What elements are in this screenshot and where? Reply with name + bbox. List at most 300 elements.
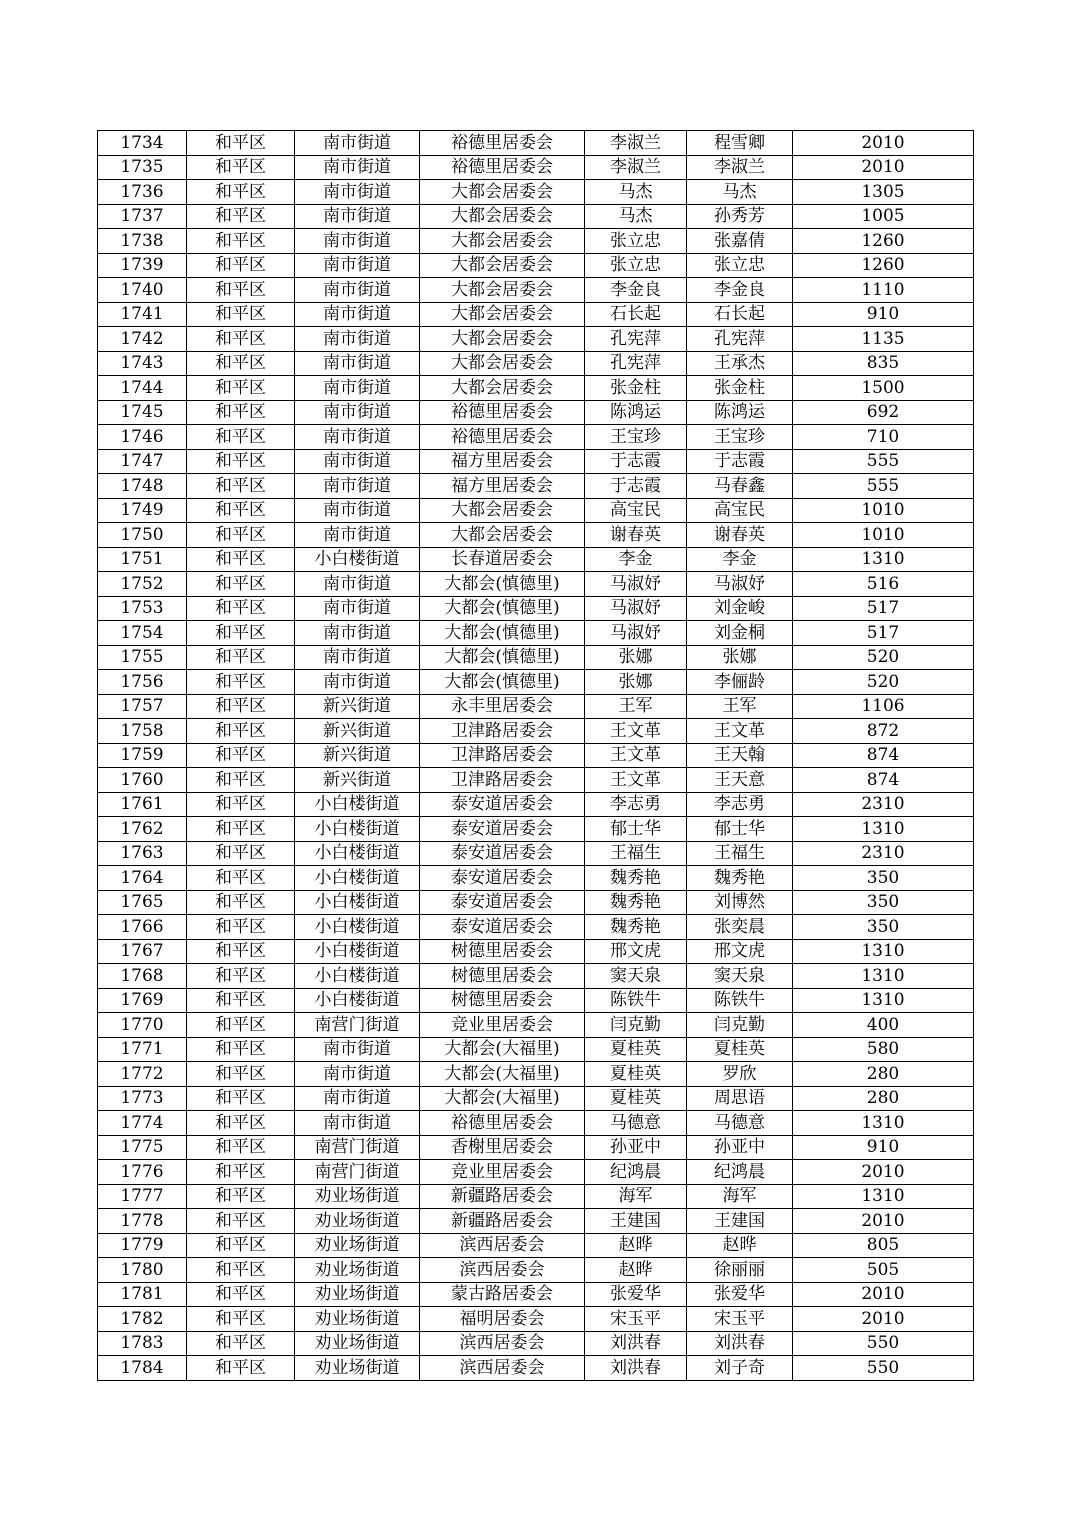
amount-cell: 517 [793, 596, 974, 621]
table-row [98, 572, 974, 597]
applicant-cell: 李志勇 [585, 792, 687, 817]
amount-cell: 1260 [793, 229, 974, 254]
street-cell: 南市街道 [295, 1062, 420, 1087]
applicant-cell: 张金柱 [585, 376, 687, 401]
street-cell: 南市街道 [295, 180, 420, 205]
applicant-cell: 李金良 [585, 278, 687, 303]
member-cell: 王承杰 [687, 351, 793, 376]
amount-cell: 1010 [793, 523, 974, 548]
amount-cell: 505 [793, 1258, 974, 1283]
district-cell: 和平区 [187, 1135, 295, 1160]
street-cell: 南市街道 [295, 1111, 420, 1136]
row-number-cell: 1754 [98, 621, 187, 646]
member-cell: 闫克勤 [687, 1013, 793, 1038]
table-row [98, 1086, 974, 1111]
street-cell: 南市街道 [295, 474, 420, 499]
table-row [98, 376, 974, 401]
street-cell: 新兴街道 [295, 694, 420, 719]
table-row [98, 131, 974, 156]
table-row [98, 1282, 974, 1307]
member-cell: 刘洪春 [687, 1331, 793, 1356]
row-number-cell: 1736 [98, 180, 187, 205]
row-number-cell: 1737 [98, 204, 187, 229]
committee-cell: 树德里居委会 [420, 939, 585, 964]
district-cell: 和平区 [187, 1037, 295, 1062]
street-cell: 南市街道 [295, 498, 420, 523]
row-number-cell: 1752 [98, 572, 187, 597]
applicant-cell: 高宝民 [585, 498, 687, 523]
member-cell: 王文革 [687, 719, 793, 744]
district-cell: 和平区 [187, 1062, 295, 1087]
member-cell: 张爱华 [687, 1282, 793, 1307]
committee-cell: 树德里居委会 [420, 988, 585, 1013]
district-cell: 和平区 [187, 204, 295, 229]
amount-cell: 2010 [793, 1282, 974, 1307]
member-cell: 张嘉倩 [687, 229, 793, 254]
row-number-cell: 1751 [98, 547, 187, 572]
amount-cell: 350 [793, 890, 974, 915]
table-row [98, 523, 974, 548]
member-cell: 谢春英 [687, 523, 793, 548]
row-number-cell: 1742 [98, 327, 187, 352]
amount-cell: 520 [793, 645, 974, 670]
member-cell: 李金 [687, 547, 793, 572]
row-number-cell: 1778 [98, 1209, 187, 1234]
district-cell: 和平区 [187, 547, 295, 572]
row-number-cell: 1755 [98, 645, 187, 670]
member-cell: 李金良 [687, 278, 793, 303]
applicant-cell: 张娜 [585, 670, 687, 695]
amount-cell: 520 [793, 670, 974, 695]
committee-cell: 泰安道居委会 [420, 890, 585, 915]
member-cell: 王军 [687, 694, 793, 719]
applicant-cell: 夏桂英 [585, 1037, 687, 1062]
applicant-cell: 王文革 [585, 743, 687, 768]
amount-cell: 835 [793, 351, 974, 376]
street-cell: 小白楼街道 [295, 964, 420, 989]
district-cell: 和平区 [187, 1086, 295, 1111]
street-cell: 南市街道 [295, 449, 420, 474]
district-cell: 和平区 [187, 645, 295, 670]
street-cell: 劝业场街道 [295, 1331, 420, 1356]
member-cell: 王建国 [687, 1209, 793, 1234]
row-number-cell: 1782 [98, 1307, 187, 1332]
member-cell: 罗欣 [687, 1062, 793, 1087]
applicant-cell: 王宝珍 [585, 425, 687, 450]
applicant-cell: 王文革 [585, 768, 687, 793]
applicant-cell: 马淑妤 [585, 596, 687, 621]
row-number-cell: 1753 [98, 596, 187, 621]
applicant-cell: 夏桂英 [585, 1062, 687, 1087]
row-number-cell: 1762 [98, 817, 187, 842]
table-row [98, 1258, 974, 1283]
street-cell: 劝业场街道 [295, 1258, 420, 1283]
street-cell: 南市街道 [295, 131, 420, 156]
amount-cell: 910 [793, 1135, 974, 1160]
district-cell: 和平区 [187, 1209, 295, 1234]
member-cell: 刘金峻 [687, 596, 793, 621]
applicant-cell: 闫克勤 [585, 1013, 687, 1038]
street-cell: 劝业场街道 [295, 1184, 420, 1209]
committee-cell: 滨西居委会 [420, 1258, 585, 1283]
table-row [98, 694, 974, 719]
member-cell: 程雪卿 [687, 131, 793, 156]
row-number-cell: 1783 [98, 1331, 187, 1356]
street-cell: 南市街道 [295, 376, 420, 401]
applicant-cell: 于志霞 [585, 474, 687, 499]
row-number-cell: 1735 [98, 155, 187, 180]
committee-cell: 新疆路居委会 [420, 1184, 585, 1209]
member-cell: 海军 [687, 1184, 793, 1209]
table-row [98, 792, 974, 817]
table-row [98, 817, 974, 842]
district-cell: 和平区 [187, 817, 295, 842]
amount-cell: 350 [793, 915, 974, 940]
district-cell: 和平区 [187, 425, 295, 450]
member-cell: 孔宪萍 [687, 327, 793, 352]
applicant-cell: 马杰 [585, 180, 687, 205]
amount-cell: 550 [793, 1331, 974, 1356]
member-cell: 王天翰 [687, 743, 793, 768]
district-cell: 和平区 [187, 939, 295, 964]
table-row [98, 1135, 974, 1160]
table-row [98, 1111, 974, 1136]
member-cell: 陈铁牛 [687, 988, 793, 1013]
member-cell: 窦天泉 [687, 964, 793, 989]
committee-cell: 泰安道居委会 [420, 792, 585, 817]
applicant-cell: 张立忠 [585, 229, 687, 254]
street-cell: 南市街道 [295, 645, 420, 670]
district-cell: 和平区 [187, 890, 295, 915]
committee-cell: 香榭里居委会 [420, 1135, 585, 1160]
applicant-cell: 邢文虎 [585, 939, 687, 964]
table-row [98, 1307, 974, 1332]
district-cell: 和平区 [187, 621, 295, 646]
applicant-cell: 李淑兰 [585, 155, 687, 180]
district-cell: 和平区 [187, 964, 295, 989]
amount-cell: 280 [793, 1086, 974, 1111]
table-row [98, 645, 974, 670]
amount-cell: 2310 [793, 792, 974, 817]
member-cell: 邢文虎 [687, 939, 793, 964]
applicant-cell: 赵晔 [585, 1233, 687, 1258]
amount-cell: 1310 [793, 988, 974, 1013]
applicant-cell: 陈鸿运 [585, 400, 687, 425]
street-cell: 南市街道 [295, 204, 420, 229]
member-cell: 马春鑫 [687, 474, 793, 499]
amount-cell: 2310 [793, 841, 974, 866]
street-cell: 南营门街道 [295, 1135, 420, 1160]
table-row [98, 1233, 974, 1258]
street-cell: 南市街道 [295, 572, 420, 597]
district-cell: 和平区 [187, 229, 295, 254]
district-cell: 和平区 [187, 792, 295, 817]
member-cell: 张金柱 [687, 376, 793, 401]
applicant-cell: 郁士华 [585, 817, 687, 842]
row-number-cell: 1772 [98, 1062, 187, 1087]
amount-cell: 555 [793, 449, 974, 474]
row-number-cell: 1744 [98, 376, 187, 401]
member-cell: 魏秀艳 [687, 866, 793, 891]
district-cell: 和平区 [187, 572, 295, 597]
street-cell: 劝业场街道 [295, 1307, 420, 1332]
committee-cell: 大都会居委会 [420, 253, 585, 278]
applicant-cell: 张爱华 [585, 1282, 687, 1307]
row-number-cell: 1779 [98, 1233, 187, 1258]
district-cell: 和平区 [187, 376, 295, 401]
row-number-cell: 1775 [98, 1135, 187, 1160]
table-row [98, 890, 974, 915]
committee-cell: 大都会(大福里) [420, 1037, 585, 1062]
table-row [98, 400, 974, 425]
applicant-cell: 王军 [585, 694, 687, 719]
row-number-cell: 1749 [98, 498, 187, 523]
table-row [98, 866, 974, 891]
applicant-cell: 马淑妤 [585, 572, 687, 597]
table-row [98, 474, 974, 499]
committee-cell: 大都会(慎德里) [420, 670, 585, 695]
row-number-cell: 1784 [98, 1356, 187, 1381]
district-cell: 和平区 [187, 253, 295, 278]
row-number-cell: 1738 [98, 229, 187, 254]
row-number-cell: 1767 [98, 939, 187, 964]
table-row [98, 1331, 974, 1356]
row-number-cell: 1756 [98, 670, 187, 695]
applicant-cell: 马杰 [585, 204, 687, 229]
committee-cell: 大都会(慎德里) [420, 596, 585, 621]
committee-cell: 福方里居委会 [420, 449, 585, 474]
street-cell: 南市街道 [295, 351, 420, 376]
row-number-cell: 1734 [98, 131, 187, 156]
amount-cell: 1310 [793, 964, 974, 989]
applicant-cell: 孔宪萍 [585, 351, 687, 376]
amount-cell: 555 [793, 474, 974, 499]
committee-cell: 裕德里居委会 [420, 425, 585, 450]
street-cell: 小白楼街道 [295, 890, 420, 915]
street-cell: 小白楼街道 [295, 817, 420, 842]
applicant-cell: 魏秀艳 [585, 915, 687, 940]
amount-cell: 1305 [793, 180, 974, 205]
committee-cell: 卫津路居委会 [420, 768, 585, 793]
row-number-cell: 1766 [98, 915, 187, 940]
table-row [98, 768, 974, 793]
amount-cell: 1310 [793, 1111, 974, 1136]
applicant-cell: 石长起 [585, 302, 687, 327]
row-number-cell: 1781 [98, 1282, 187, 1307]
amount-cell: 1500 [793, 376, 974, 401]
member-cell: 石长起 [687, 302, 793, 327]
committee-cell: 蒙古路居委会 [420, 1282, 585, 1307]
row-number-cell: 1777 [98, 1184, 187, 1209]
committee-cell: 滨西居委会 [420, 1331, 585, 1356]
district-cell: 和平区 [187, 449, 295, 474]
amount-cell: 2010 [793, 1209, 974, 1234]
district-cell: 和平区 [187, 1331, 295, 1356]
member-cell: 夏桂英 [687, 1037, 793, 1062]
applicant-cell: 纪鸿晨 [585, 1160, 687, 1185]
applicant-cell: 宋玉平 [585, 1307, 687, 1332]
committee-cell: 大都会居委会 [420, 180, 585, 205]
applicant-cell: 海军 [585, 1184, 687, 1209]
table-row [98, 1062, 974, 1087]
table-row [98, 278, 974, 303]
member-cell: 张立忠 [687, 253, 793, 278]
district-cell: 和平区 [187, 498, 295, 523]
committee-cell: 泰安道居委会 [420, 817, 585, 842]
applicant-cell: 马淑妤 [585, 621, 687, 646]
committee-cell: 新疆路居委会 [420, 1209, 585, 1234]
table-row [98, 180, 974, 205]
street-cell: 劝业场街道 [295, 1209, 420, 1234]
member-cell: 张娜 [687, 645, 793, 670]
row-number-cell: 1750 [98, 523, 187, 548]
table-row [98, 841, 974, 866]
amount-cell: 1260 [793, 253, 974, 278]
street-cell: 劝业场街道 [295, 1282, 420, 1307]
committee-cell: 大都会(大福里) [420, 1086, 585, 1111]
street-cell: 南营门街道 [295, 1160, 420, 1185]
amount-cell: 280 [793, 1062, 974, 1087]
amount-cell: 516 [793, 572, 974, 597]
applicant-cell: 刘洪春 [585, 1331, 687, 1356]
committee-cell: 大都会(慎德里) [420, 621, 585, 646]
table-row [98, 253, 974, 278]
member-cell: 马杰 [687, 180, 793, 205]
district-cell: 和平区 [187, 400, 295, 425]
table-row [98, 621, 974, 646]
committee-cell: 大都会居委会 [420, 523, 585, 548]
applicant-cell: 马德意 [585, 1111, 687, 1136]
applicant-cell: 孙亚中 [585, 1135, 687, 1160]
row-number-cell: 1780 [98, 1258, 187, 1283]
committee-cell: 裕德里居委会 [420, 155, 585, 180]
data-table [97, 130, 974, 1381]
district-cell: 和平区 [187, 670, 295, 695]
member-cell: 赵晔 [687, 1233, 793, 1258]
member-cell: 纪鸿晨 [687, 1160, 793, 1185]
amount-cell: 874 [793, 743, 974, 768]
district-cell: 和平区 [187, 915, 295, 940]
amount-cell: 1310 [793, 939, 974, 964]
amount-cell: 2010 [793, 1160, 974, 1185]
table-row [98, 1356, 974, 1381]
table-row [98, 425, 974, 450]
street-cell: 劝业场街道 [295, 1356, 420, 1381]
row-number-cell: 1776 [98, 1160, 187, 1185]
applicant-cell: 魏秀艳 [585, 866, 687, 891]
amount-cell: 1310 [793, 1184, 974, 1209]
amount-cell: 2010 [793, 1307, 974, 1332]
applicant-cell: 陈铁牛 [585, 988, 687, 1013]
amount-cell: 2010 [793, 155, 974, 180]
district-cell: 和平区 [187, 155, 295, 180]
member-cell: 王天意 [687, 768, 793, 793]
district-cell: 和平区 [187, 1160, 295, 1185]
district-cell: 和平区 [187, 278, 295, 303]
member-cell: 刘金桐 [687, 621, 793, 646]
committee-cell: 滨西居委会 [420, 1356, 585, 1381]
committee-cell: 大都会居委会 [420, 229, 585, 254]
district-cell: 和平区 [187, 302, 295, 327]
street-cell: 南市街道 [295, 229, 420, 254]
applicant-cell: 谢春英 [585, 523, 687, 548]
applicant-cell: 张立忠 [585, 253, 687, 278]
amount-cell: 1310 [793, 817, 974, 842]
street-cell: 小白楼街道 [295, 939, 420, 964]
district-cell: 和平区 [187, 768, 295, 793]
row-number-cell: 1743 [98, 351, 187, 376]
member-cell: 徐丽丽 [687, 1258, 793, 1283]
row-number-cell: 1773 [98, 1086, 187, 1111]
street-cell: 新兴街道 [295, 719, 420, 744]
amount-cell: 910 [793, 302, 974, 327]
committee-cell: 永丰里居委会 [420, 694, 585, 719]
street-cell: 南市街道 [295, 523, 420, 548]
committee-cell: 大都会(大福里) [420, 1062, 585, 1087]
table-row [98, 547, 974, 572]
amount-cell: 1135 [793, 327, 974, 352]
street-cell: 南市街道 [295, 1037, 420, 1062]
district-cell: 和平区 [187, 719, 295, 744]
row-number-cell: 1758 [98, 719, 187, 744]
street-cell: 小白楼街道 [295, 988, 420, 1013]
amount-cell: 517 [793, 621, 974, 646]
committee-cell: 卫津路居委会 [420, 719, 585, 744]
row-number-cell: 1774 [98, 1111, 187, 1136]
amount-cell: 550 [793, 1356, 974, 1381]
member-cell: 高宝民 [687, 498, 793, 523]
applicant-cell: 刘洪春 [585, 1356, 687, 1381]
district-cell: 和平区 [187, 1282, 295, 1307]
amount-cell: 710 [793, 425, 974, 450]
district-cell: 和平区 [187, 1356, 295, 1381]
street-cell: 南市街道 [295, 400, 420, 425]
committee-cell: 竞业里居委会 [420, 1013, 585, 1038]
committee-cell: 滨西居委会 [420, 1233, 585, 1258]
amount-cell: 805 [793, 1233, 974, 1258]
row-number-cell: 1759 [98, 743, 187, 768]
committee-cell: 卫津路居委会 [420, 743, 585, 768]
street-cell: 小白楼街道 [295, 915, 420, 940]
street-cell: 南市街道 [295, 253, 420, 278]
table-row [98, 155, 974, 180]
member-cell: 王福生 [687, 841, 793, 866]
applicant-cell: 王福生 [585, 841, 687, 866]
amount-cell: 692 [793, 400, 974, 425]
district-cell: 和平区 [187, 841, 295, 866]
street-cell: 南市街道 [295, 155, 420, 180]
row-number-cell: 1760 [98, 768, 187, 793]
member-cell: 刘博然 [687, 890, 793, 915]
street-cell: 南市街道 [295, 1086, 420, 1111]
table-row [98, 964, 974, 989]
member-cell: 李志勇 [687, 792, 793, 817]
applicant-cell: 王文革 [585, 719, 687, 744]
amount-cell: 1005 [793, 204, 974, 229]
table-row [98, 1160, 974, 1185]
committee-cell: 福明居委会 [420, 1307, 585, 1332]
amount-cell: 2010 [793, 131, 974, 156]
table-row [98, 229, 974, 254]
committee-cell: 大都会居委会 [420, 351, 585, 376]
amount-cell: 872 [793, 719, 974, 744]
member-cell: 王宝珍 [687, 425, 793, 450]
committee-cell: 大都会居委会 [420, 302, 585, 327]
member-cell: 张奕晨 [687, 915, 793, 940]
district-cell: 和平区 [187, 351, 295, 376]
applicant-cell: 孔宪萍 [585, 327, 687, 352]
street-cell: 南营门街道 [295, 1013, 420, 1038]
